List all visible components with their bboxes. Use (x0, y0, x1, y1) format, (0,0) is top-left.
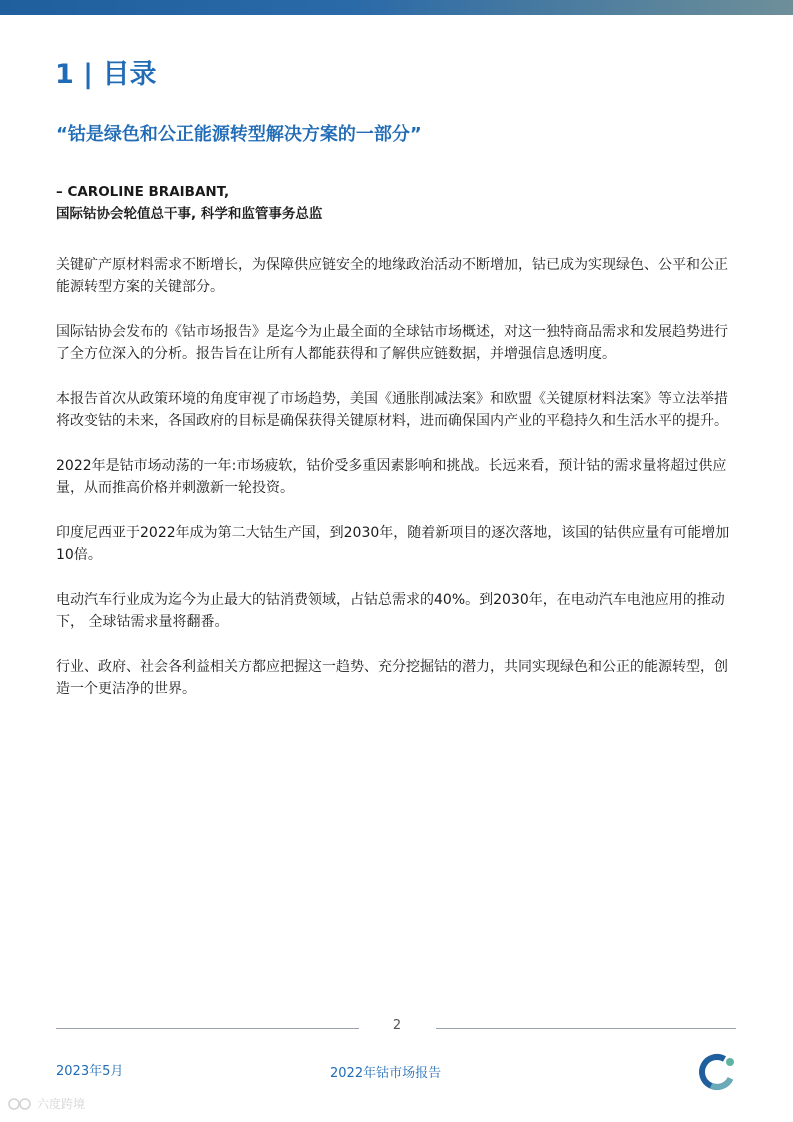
quote-attribution (56, 181, 322, 225)
paragraph: 印度尼西亚于2022年成为第二大钴生产国，到2030年，随着新项目的逐次落地，该国的钴供应量有可能增加 10倍。 (56, 525, 730, 563)
footer-divider-right (436, 1028, 736, 1029)
page-number: 2 (392, 1018, 402, 1033)
watermark-text: 六度跨境 (37, 1097, 86, 1111)
paragraph: 关键矿产原材料需求不断增长，为保障供应链安全的地缘政治活动不断增加，钴已成为实现绿色、公平和公正 能源转型方案的关键部分。 (56, 257, 728, 295)
paragraph: 本报告首次从政策环境的角度审视了市场趋势，美国《通胀削减法案》和欧盟《关键原材料法案》等立法举措 将改变钴的未来，各国政府的目标是确保获得关键原材料，进而确保国内产业的平稳持久和生活水平的提升。 (56, 391, 742, 429)
paragraph: 电动汽车行业成为迄今为止最大的钴消费领域，占钴总需求的40%。到2030年，在电动汽车电池应用的推动下， 全球钴需求量将翻番。 (56, 592, 725, 630)
paragraph: 行业、政府、社会各利益相关方都应把握这一趋势、充分挖掘钴的潜力，共同实现绿色和公正的能源转型，创造一个更洁净的世界。 (56, 659, 728, 697)
paragraph: 国际钴协会发布的《钴市场报告》是迄今为止最全面的全球钴市场概述，对这一独特商品需求和发展趋势进行 了全方位深入的分析。报告旨在让所有人都能获得和了解供应链数据，并增强信息透明度。 (56, 324, 742, 362)
page-title: 1 | 目录 (55, 59, 157, 90)
watermark (8, 1095, 85, 1112)
attribution-name: – CAROLINE BRAIBANT, (56, 184, 230, 200)
body-text (56, 254, 742, 723)
footer-divider-left (56, 1028, 359, 1029)
footer-date: 2023年5月 (56, 1064, 124, 1079)
watermark-icon (8, 1097, 34, 1111)
paragraph: 2022年是钴市场动荡的一年:市场疲软，钴价受多重因素影响和挑战。长远来看，预计钴的需求量将超过供应 量，从而推高价格并刺激新一轮投资。 (56, 458, 727, 496)
footer-report-name: 2022年钴市场报告 (330, 1066, 442, 1081)
attribution-role: 国际钴协会轮值总干事, 科学和监管事务总监 (56, 206, 323, 222)
cobalt-institute-logo-icon (697, 1052, 737, 1092)
pull-quote: “钴是绿色和公正能源转型解决方案的一部分” (56, 124, 422, 145)
top-color-bar (0, 0, 793, 15)
